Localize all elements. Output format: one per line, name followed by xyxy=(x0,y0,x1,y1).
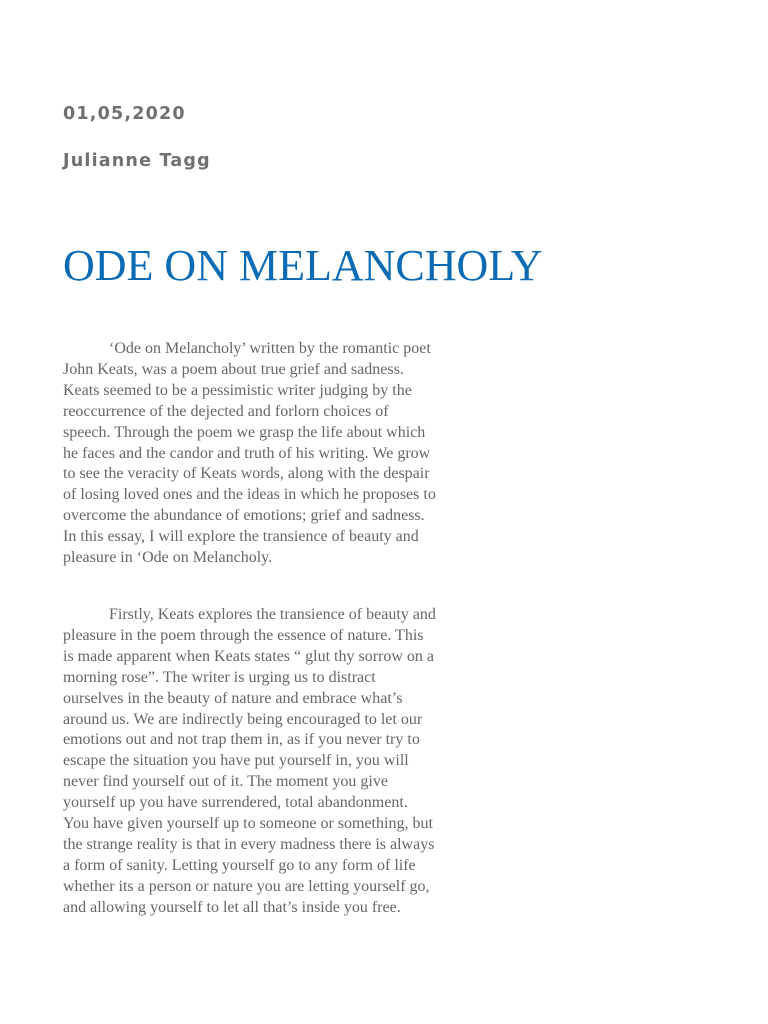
paragraph-line: and allowing yourself to let all that’s inside you free. xyxy=(63,898,401,916)
paragraph-line: overcome the abundance of emotions; grief and sadness. xyxy=(63,507,425,525)
paragraph-line: escape the situation you have put yourself in, you will xyxy=(63,752,409,770)
paragraph-line: is made apparent when Keats states “ glut thy sorrow on a xyxy=(63,647,435,665)
paragraph-line: reoccurrence of the dejected and forlorn choices of xyxy=(63,402,389,420)
paragraph-line: ‘Ode on Melancholy’ written by the romantic poet xyxy=(109,340,431,357)
essay-paragraph-body xyxy=(63,605,523,919)
paragraph-line: pleasure in the poem through the essence of nature. This xyxy=(63,626,424,644)
paragraph-line: emotions out and not trap them in, as if you never try to xyxy=(63,731,420,749)
paragraph-line: the strange reality is that in every madness there is always xyxy=(63,835,435,853)
paragraph-line: morning rose”. The writer is urging us to distract xyxy=(63,668,376,686)
document-author: Julianne Tagg xyxy=(63,151,211,171)
paragraph-line: speech. Through the poem we grasp the life about which xyxy=(63,423,426,441)
document-title: ODE ON MELANCHOLY xyxy=(63,241,543,290)
paragraph-line: John Keats, was a poem about true grief and sadness. xyxy=(63,360,404,378)
paragraph-line: pleasure in ‘Ode on Melancholy. xyxy=(63,549,273,567)
paragraph-line: ourselves in the beauty of nature and embrace what’s xyxy=(63,689,403,707)
paragraph-line: never find yourself out of it. The moment you give xyxy=(63,773,388,791)
paragraph-line: You have given yourself up to someone or something, but xyxy=(63,815,433,833)
paragraph-line: he faces and the candor and truth of his writing. We grow xyxy=(63,444,431,462)
paragraph-line: In this essay, I will explore the transience of beauty and xyxy=(63,528,419,546)
essay-paragraph-intro xyxy=(63,339,523,569)
paragraph-line: whether its a person or nature you are letting yourself go, xyxy=(63,877,430,895)
paragraph-line: of losing loved ones and the ideas in which he proposes to xyxy=(63,486,436,504)
paragraph-line: around us. We are indirectly being encouraged to let our xyxy=(63,710,423,728)
document-date: 01,05,2020 xyxy=(63,104,186,124)
paragraph-line: Firstly, Keats explores the transience of beauty and xyxy=(109,606,436,623)
paragraph-line: Keats seemed to be a pessimistic writer judging by the xyxy=(63,381,412,399)
paragraph-line: to see the veracity of Keats words, along with the despair xyxy=(63,465,430,483)
paragraph-line: a form of sanity. Letting yourself go to any form of life xyxy=(63,856,416,874)
paragraph-line: yourself up you have surrendered, total abandonment. xyxy=(63,794,408,812)
